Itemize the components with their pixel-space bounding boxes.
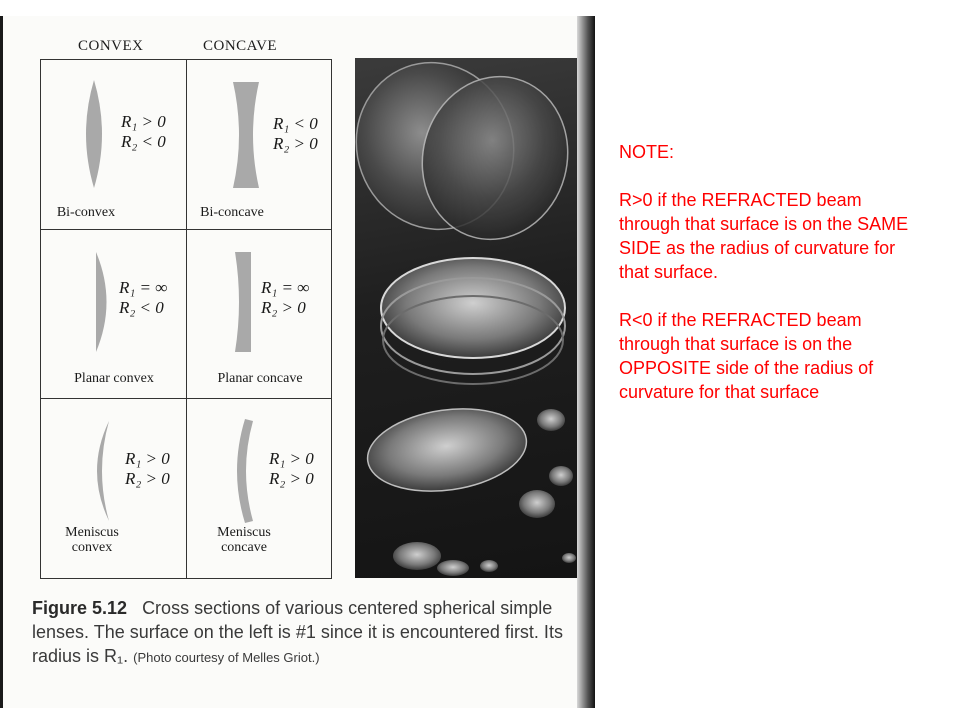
meniscus-concave-r1: R₁ > 0: [269, 449, 314, 468]
scanned-page: [0, 16, 595, 708]
lens-table: [40, 59, 332, 579]
bi-convex-lens-shape: [79, 78, 109, 190]
planar-convex-r2: R₂ < 0: [119, 298, 164, 317]
cell-meniscus-concave: [187, 399, 332, 579]
meniscus-convex-r2: R₂ > 0: [125, 469, 170, 488]
cell-planar-convex: [41, 230, 186, 398]
meniscus-concave-r2: R₂ > 0: [269, 469, 314, 488]
bi-convex-label: Bi-convex: [56, 205, 116, 220]
planar-convex-r1: R₁ = ∞: [119, 278, 168, 297]
meniscus-convex-label: Meniscus convex: [65, 525, 119, 555]
bi-convex-r1: R₁ > 0: [121, 112, 166, 131]
meniscus-concave-lens-shape: [225, 417, 255, 525]
figure-caption-text: Cross sections of various centered spherical simple lenses. The surface on the left is #1 since it is encountered first. Its radius is R₁.: [32, 598, 563, 666]
meniscus-convex-r1: R₁ > 0: [125, 449, 170, 468]
note-positive-radius: R>0 if the REFRACTED beam through that surface is on the SAME SIDE as the radius of curvature for that surface.: [619, 190, 909, 282]
lens-photo-graphic: [355, 58, 578, 578]
planar-concave-r1: R₁ = ∞: [261, 278, 310, 297]
header-concave: CONCAVE: [203, 38, 278, 54]
header-convex: CONVEX: [78, 38, 144, 54]
cell-bi-convex: [41, 60, 186, 229]
planar-convex-label: Planar convex: [74, 371, 154, 386]
planar-concave-label: Planar concave: [217, 371, 303, 386]
sign-convention-note: [619, 140, 919, 404]
planar-concave-r2: R₂ > 0: [261, 298, 306, 317]
photo-credit: (Photo courtesy of Melles Griot.): [133, 650, 320, 665]
meniscus-convex-lens-shape: [83, 419, 113, 523]
cell-meniscus-convex: [41, 399, 186, 579]
note-title: NOTE:: [619, 142, 675, 162]
planar-concave-lens-shape: [233, 250, 255, 354]
planar-convex-lens-shape: [93, 250, 115, 354]
page-left-edge: [0, 16, 3, 708]
bi-concave-r1: R₁ < 0: [273, 114, 318, 133]
cell-planar-concave: [187, 230, 332, 398]
page-binding-shadow: [577, 16, 595, 708]
note-negative-radius: R<0 if the REFRACTED beam through that surface is on the OPPOSITE side of the radius of curvature for that surface: [619, 310, 874, 402]
bi-concave-lens-shape: [231, 80, 261, 190]
bi-convex-r2: R₂ < 0: [121, 132, 166, 151]
lens-photograph: [355, 58, 578, 578]
meniscus-concave-label: Meniscus concave: [217, 525, 271, 555]
figure-number: Figure 5.12: [32, 598, 128, 618]
bi-concave-r2: R₂ > 0: [273, 134, 318, 153]
cell-bi-concave: [187, 60, 332, 229]
bi-concave-label: Bi-concave: [200, 205, 264, 220]
figure-caption: [32, 596, 592, 670]
